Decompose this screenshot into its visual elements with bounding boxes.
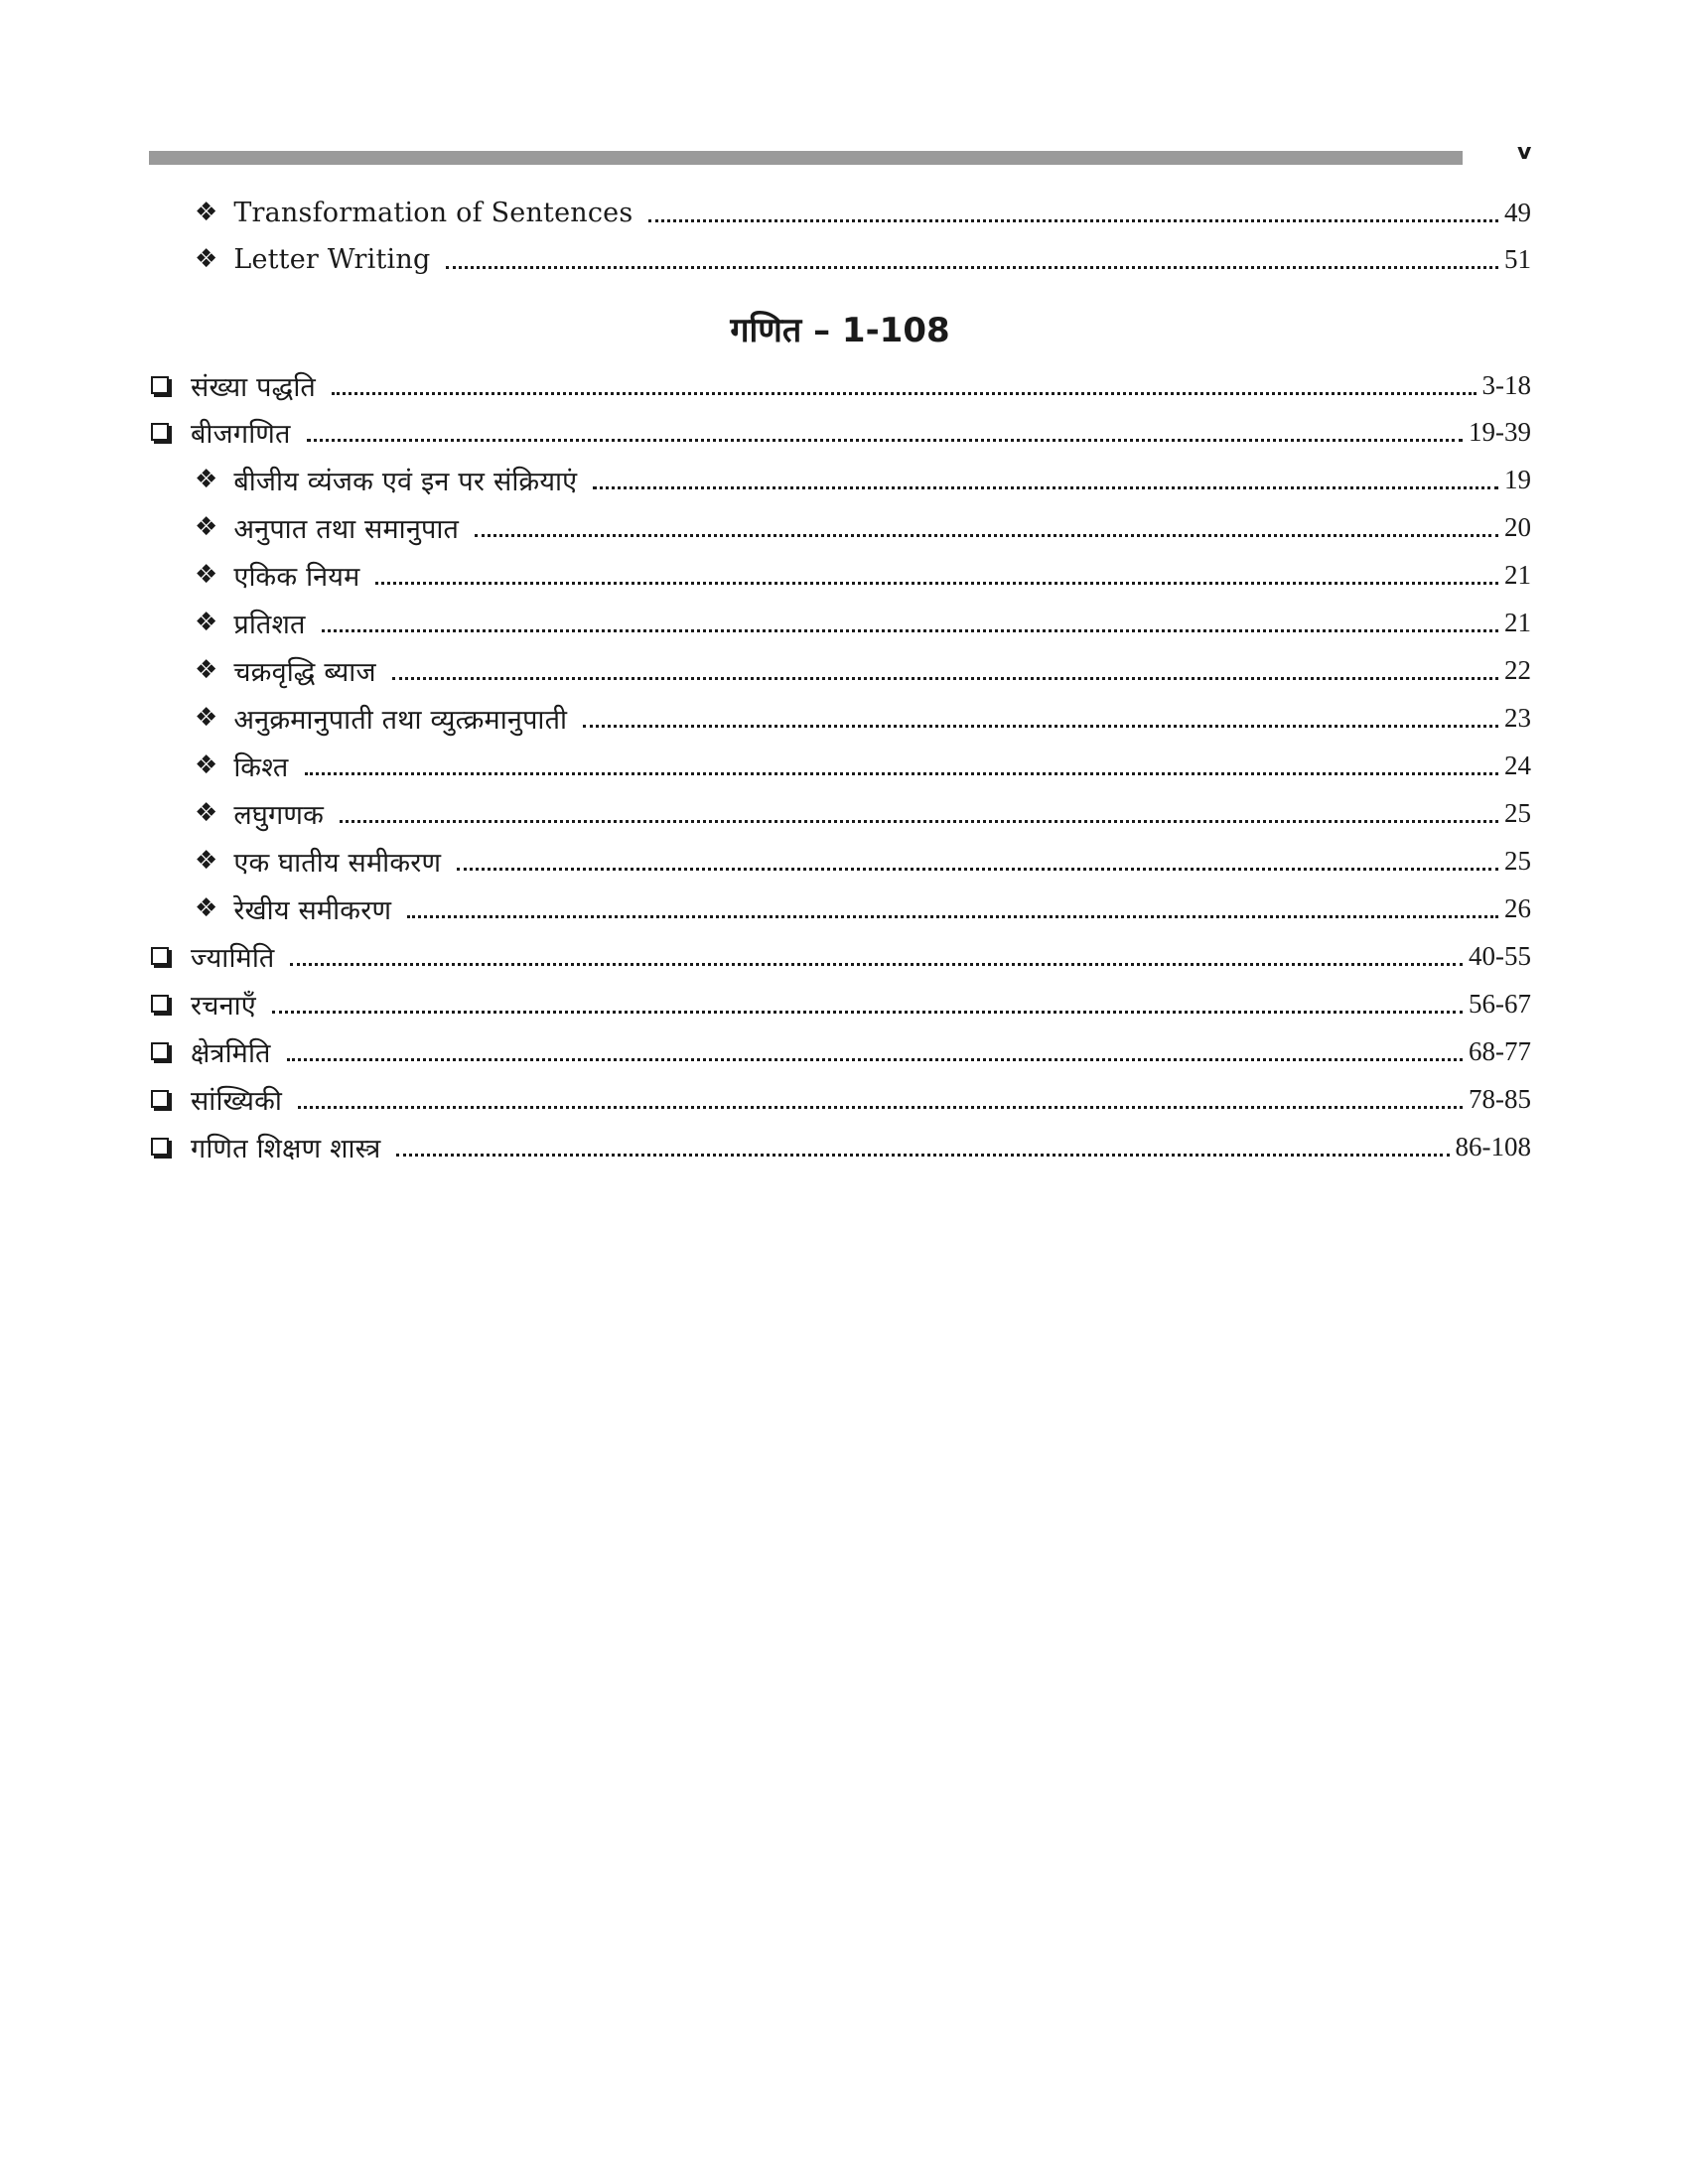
toc-entry-page: 24: [1504, 750, 1531, 780]
toc-entry-label: एकिक नियम: [233, 561, 360, 593]
toc-entry-percentage[interactable]: [195, 599, 1531, 646]
dot-leader: [457, 868, 1498, 871]
toc-entry-page: 68-77: [1469, 1035, 1531, 1066]
toc-entry-label: संख्या पद्धति: [191, 371, 316, 403]
toc-entry-page: 49: [1504, 197, 1531, 227]
toc-entry-logarithm[interactable]: [195, 789, 1531, 837]
toc-entry-label: लघुगणक: [233, 799, 325, 831]
dot-leader: [583, 725, 1498, 728]
diamond-bullet-icon: ❖: [195, 655, 218, 685]
header-rule: [149, 151, 1463, 165]
toc-entry-number-system[interactable]: [149, 361, 1531, 409]
toc-entry-page: 3-18: [1481, 369, 1531, 400]
toc-entry-linear-equation-one-degree[interactable]: [195, 837, 1531, 885]
toc-entry-linear-equation[interactable]: [195, 885, 1531, 932]
square-bullet-icon: [151, 423, 169, 441]
toc-entry-mathematics-pedagogy[interactable]: [149, 1123, 1531, 1170]
toc-entry-transformation-of-sentences[interactable]: [195, 189, 1531, 236]
diamond-bullet-icon: ❖: [195, 512, 218, 542]
dot-leader: [648, 219, 1498, 222]
dot-leader: [307, 439, 1463, 442]
toc-entry-label: बीजगणित: [191, 418, 291, 450]
toc-entry-page: 22: [1504, 654, 1531, 685]
diamond-bullet-icon: ❖: [195, 703, 218, 733]
dot-leader: [475, 534, 1498, 537]
dot-leader: [340, 820, 1498, 823]
toc-entry-unitary-method[interactable]: [195, 551, 1531, 599]
dot-leader: [407, 915, 1498, 918]
toc-entry-label: प्रतिशत: [233, 609, 306, 640]
diamond-bullet-icon: ❖: [195, 751, 218, 780]
dot-leader: [446, 266, 1498, 269]
toc-entry-page: 25: [1504, 797, 1531, 828]
dot-leader: [272, 1011, 1463, 1014]
toc-entry-instalment[interactable]: [195, 742, 1531, 789]
diamond-bullet-icon: ❖: [195, 244, 218, 274]
toc-entry-page: 21: [1504, 607, 1531, 637]
toc-entry-label: रेखीय समीकरण: [233, 894, 392, 926]
toc-entry-compound-interest[interactable]: [195, 646, 1531, 694]
toc-entry-page: 20: [1504, 511, 1531, 542]
toc-entry-label: ज्यामिति: [191, 942, 275, 974]
toc-entry-label: चक्रवृद्धि ब्याज: [233, 656, 376, 688]
toc-entry-algebra[interactable]: [149, 408, 1531, 456]
dot-leader: [392, 677, 1498, 680]
toc-entry-label: Transformation of Sentences: [233, 197, 633, 228]
square-bullet-icon: [151, 1138, 169, 1156]
toc-entry-page: 23: [1504, 702, 1531, 733]
toc-entry-page: 21: [1504, 559, 1531, 590]
diamond-bullet-icon: ❖: [195, 198, 218, 227]
section-heading: गणित – 1-108: [730, 311, 950, 350]
dot-leader: [290, 963, 1463, 966]
square-bullet-icon: [151, 947, 169, 965]
toc-entry-statistics[interactable]: [149, 1075, 1531, 1123]
toc-entry-constructions[interactable]: [149, 980, 1531, 1027]
square-bullet-icon: [151, 1090, 169, 1108]
toc-entry-page: 40-55: [1469, 940, 1531, 971]
dot-leader: [305, 772, 1498, 775]
toc-entry-page: 56-67: [1469, 988, 1531, 1019]
toc-entry-page: 19-39: [1469, 416, 1531, 447]
dot-leader: [593, 486, 1498, 489]
diamond-bullet-icon: ❖: [195, 560, 218, 590]
square-bullet-icon: [151, 376, 169, 394]
toc-entry-page: 19: [1504, 464, 1531, 494]
dot-leader: [298, 1106, 1463, 1109]
diamond-bullet-icon: ❖: [195, 846, 218, 876]
toc-entry-direct-inverse-proportion[interactable]: [195, 694, 1531, 742]
toc-entry-page: 51: [1504, 243, 1531, 274]
toc-entry-ratio-proportion[interactable]: [195, 503, 1531, 551]
toc-entry-label: गणित शिक्षण शास्त्र: [191, 1133, 381, 1164]
toc-entry-page: 26: [1504, 892, 1531, 923]
square-bullet-icon: [151, 995, 169, 1013]
toc-entry-mensuration[interactable]: [149, 1027, 1531, 1075]
dot-leader: [322, 629, 1498, 632]
toc-entry-label: अनुपात तथा समानुपात: [233, 513, 460, 545]
toc-entry-letter-writing[interactable]: [195, 235, 1531, 283]
toc-entry-label: रचनाएँ: [191, 990, 256, 1022]
toc-entry-label: Letter Writing: [233, 243, 431, 275]
dot-leader: [375, 582, 1498, 585]
toc-entry-page: 25: [1504, 845, 1531, 876]
diamond-bullet-icon: ❖: [195, 893, 218, 923]
toc-entry-label: बीजीय व्यंजक एवं इन पर संक्रियाएं: [233, 466, 578, 497]
diamond-bullet-icon: ❖: [195, 798, 218, 828]
square-bullet-icon: [151, 1042, 169, 1060]
page-number: v: [1517, 140, 1532, 165]
toc-entry-label: अनुक्रमानुपाती तथा व्युत्क्रमानुपाती: [233, 704, 568, 736]
toc-entry-label: क्षेत्रमिति: [191, 1037, 271, 1069]
toc-entry-label: किश्त: [233, 751, 289, 783]
toc-entry-label: सांख्यिकी: [191, 1085, 283, 1117]
dot-leader: [396, 1154, 1449, 1157]
toc-entry-algebraic-expressions[interactable]: [195, 456, 1531, 503]
toc-entry-geometry[interactable]: [149, 932, 1531, 980]
diamond-bullet-icon: ❖: [195, 608, 218, 637]
toc-entry-page: 86-108: [1455, 1131, 1531, 1161]
dot-leader: [332, 392, 1477, 395]
diamond-bullet-icon: ❖: [195, 465, 218, 494]
toc-entry-label: एक घातीय समीकरण: [233, 847, 442, 879]
dot-leader: [287, 1058, 1463, 1061]
toc-entry-page: 78-85: [1469, 1083, 1531, 1114]
